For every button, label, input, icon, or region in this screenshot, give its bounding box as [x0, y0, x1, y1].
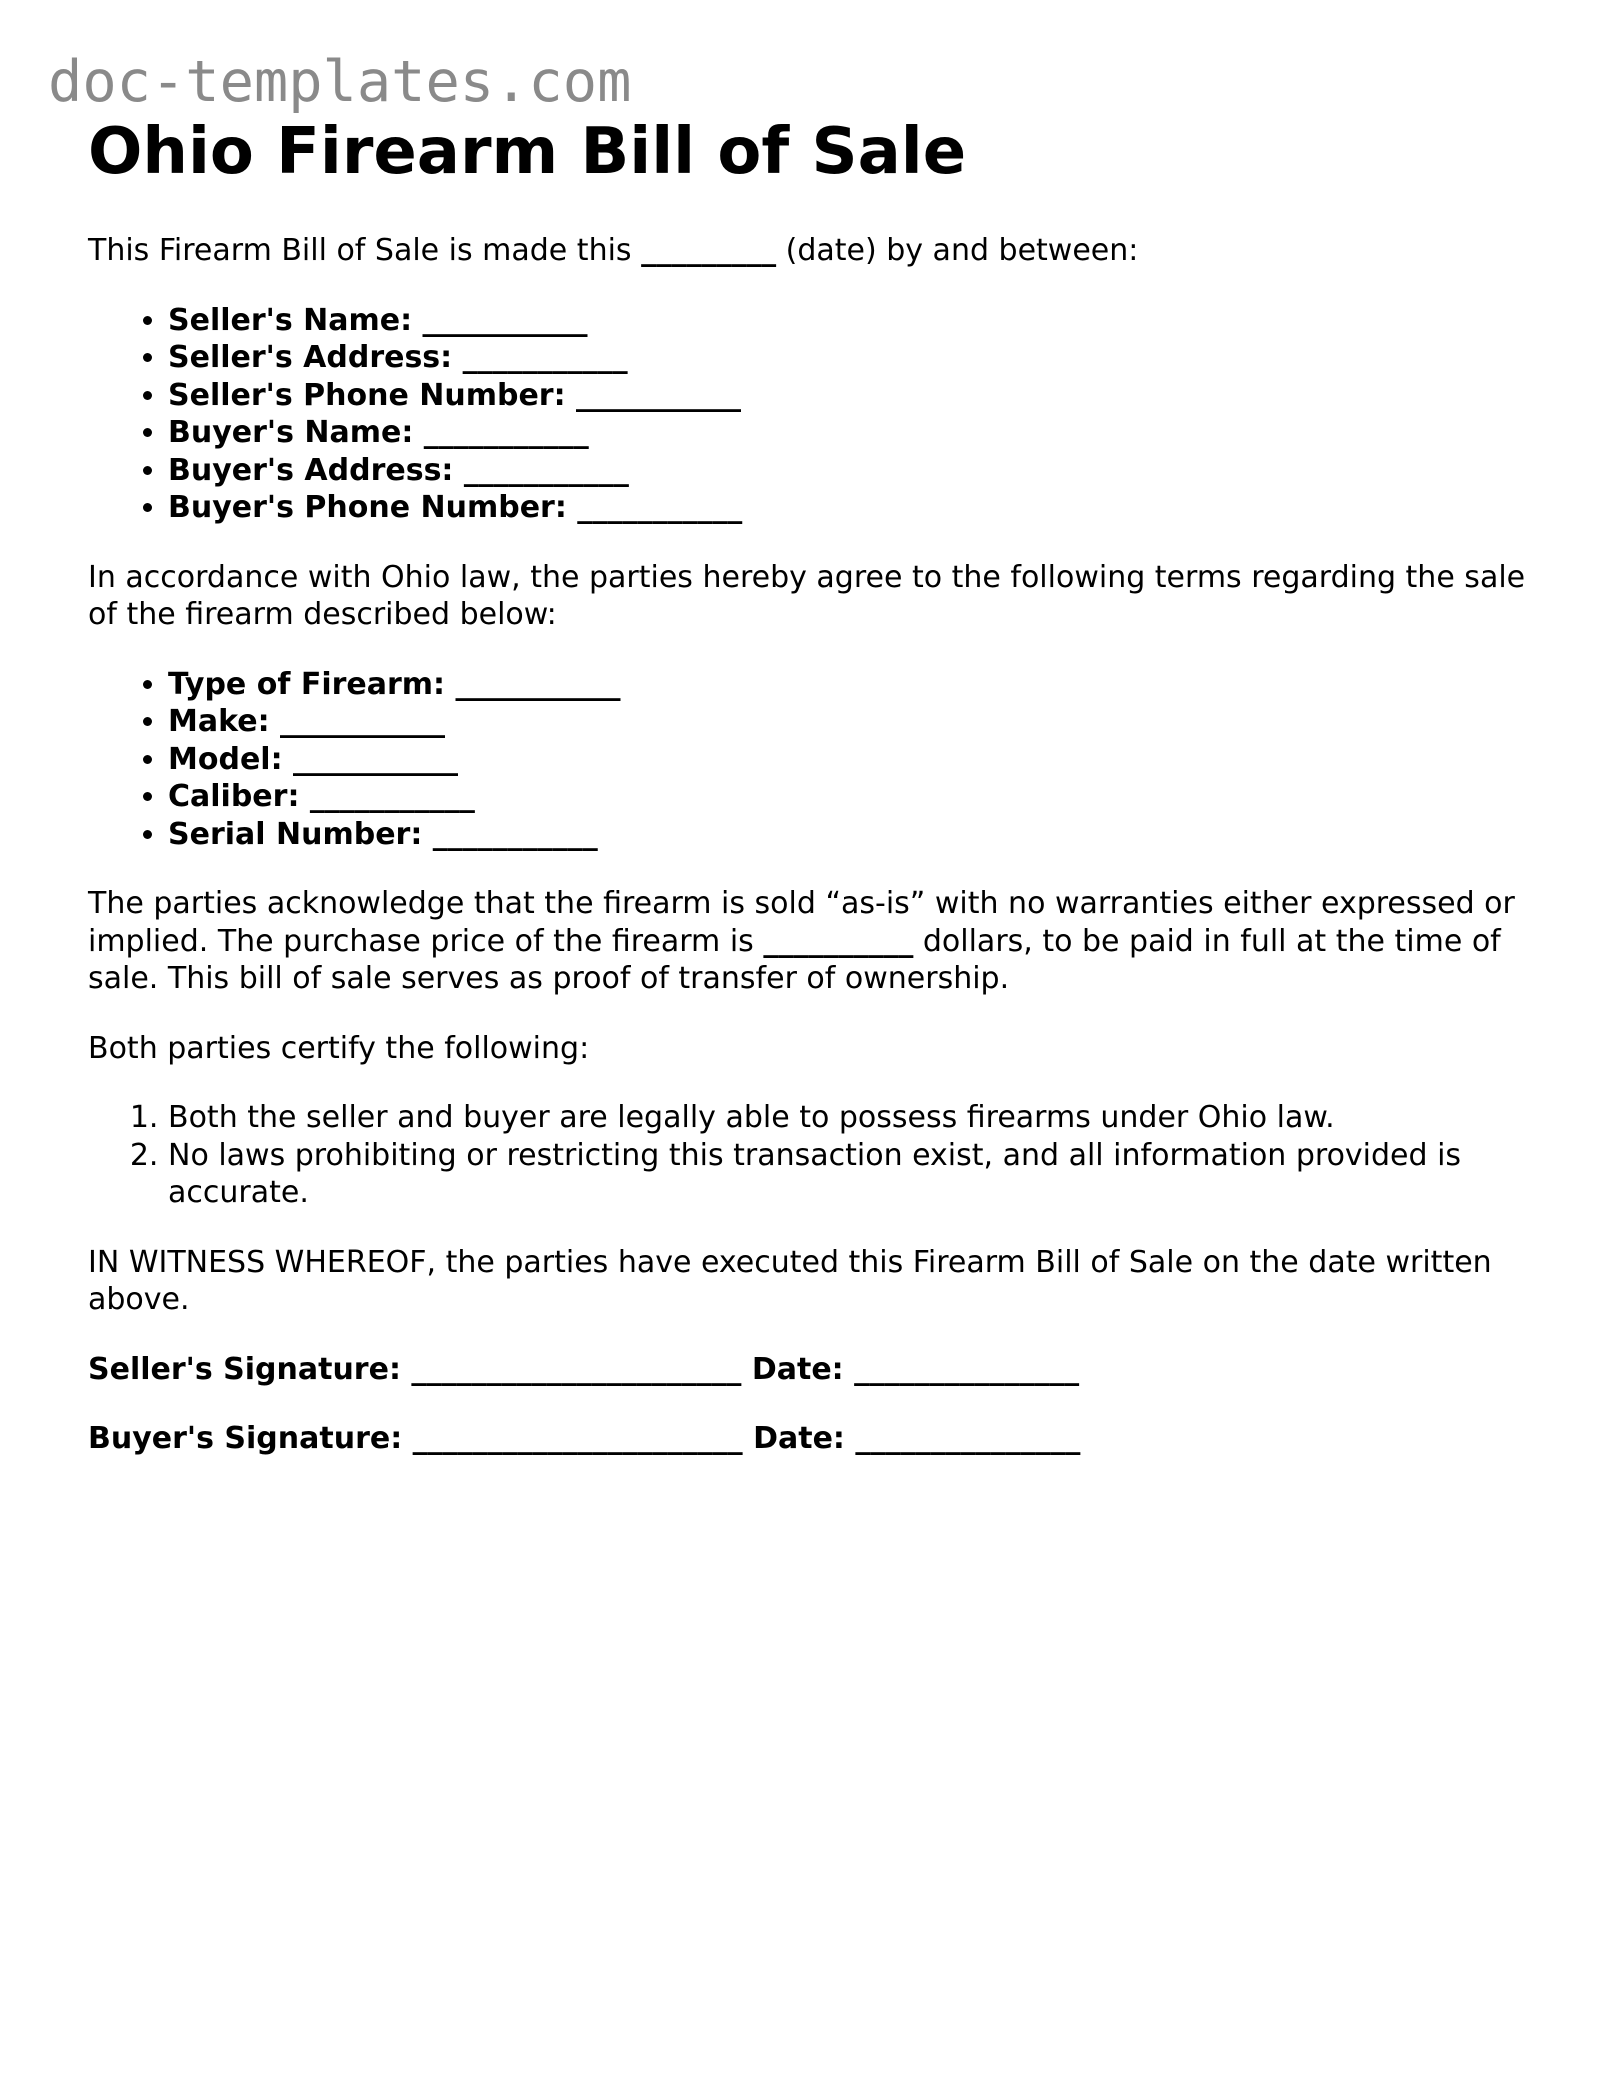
firearm-serial-field: • Serial Number: ___________: [168, 816, 1528, 854]
buyer-address-field: • Buyer's Address: ___________: [168, 452, 1528, 490]
intro-paragraph: [88, 232, 1528, 270]
intro-text-after: (date) by and between:: [776, 233, 1139, 268]
certification-item: 1. Both the seller and buyer are legally able to possess firearms under Ohio law.: [168, 1099, 1528, 1137]
certifications-list: [88, 1099, 1528, 1212]
seller-signature-line: Seller's Signature: ______________________ Date: _______________: [88, 1351, 1080, 1387]
terms-intro-paragraph: In accordance with Ohio law, the parties hereby agree to the following terms regarding the sale of the firearm described below:: [88, 559, 1526, 632]
firearm-caliber-field: • Caliber: ___________: [168, 778, 1528, 816]
page-title: Ohio Firearm Bill of Sale: [88, 115, 967, 189]
date-blank: _________: [641, 233, 777, 268]
buyer-signature-line: Buyer's Signature: ______________________ Date: _______________: [88, 1421, 1081, 1456]
as-is-text-after: dollars, to be paid in full at the time of sale. This bill of sale serves as proof of transfer of ownership.: [88, 923, 1501, 996]
intro-text-before: This Firearm Bill of Sale is made this: [88, 233, 642, 268]
as-is-text-before: The parties acknowledge that the firearm is sold “as-is” with no warranties either expressed or implied. The purchase price of the firearm is: [88, 886, 1515, 959]
witness-paragraph: IN WITNESS WHEREOF, the parties have executed this Firearm Bill of Sale on the date written above.: [88, 1244, 1492, 1317]
firearm-fields-list: [88, 666, 1528, 854]
seller-phone-field: • Seller's Phone Number: ___________: [168, 377, 1528, 415]
as-is-paragraph: [88, 885, 1528, 998]
firearm-type-field: • Type of Firearm: ___________: [168, 666, 1528, 704]
seller-name-field: • Seller's Name: ___________: [168, 302, 1528, 340]
buyer-phone-field: • Buyer's Phone Number: ___________: [168, 489, 1528, 527]
certification-item: 2. No laws prohibiting or restricting this transaction exist, and all information provided is accurate.: [168, 1137, 1528, 1212]
document-page: [88, 112, 1528, 1458]
seller-address-field: • Seller's Address: ___________: [168, 339, 1528, 377]
firearm-make-field: • Make: ___________: [168, 703, 1528, 741]
firearm-model-field: • Model: ___________: [168, 741, 1528, 779]
watermark: doc-templates.com: [48, 49, 632, 115]
party-fields-list: [88, 302, 1528, 527]
buyer-name-field: • Buyer's Name: ___________: [168, 414, 1528, 452]
price-blank: __________: [763, 923, 914, 959]
certify-intro-paragraph: Both parties certify the following:: [88, 1030, 590, 1066]
